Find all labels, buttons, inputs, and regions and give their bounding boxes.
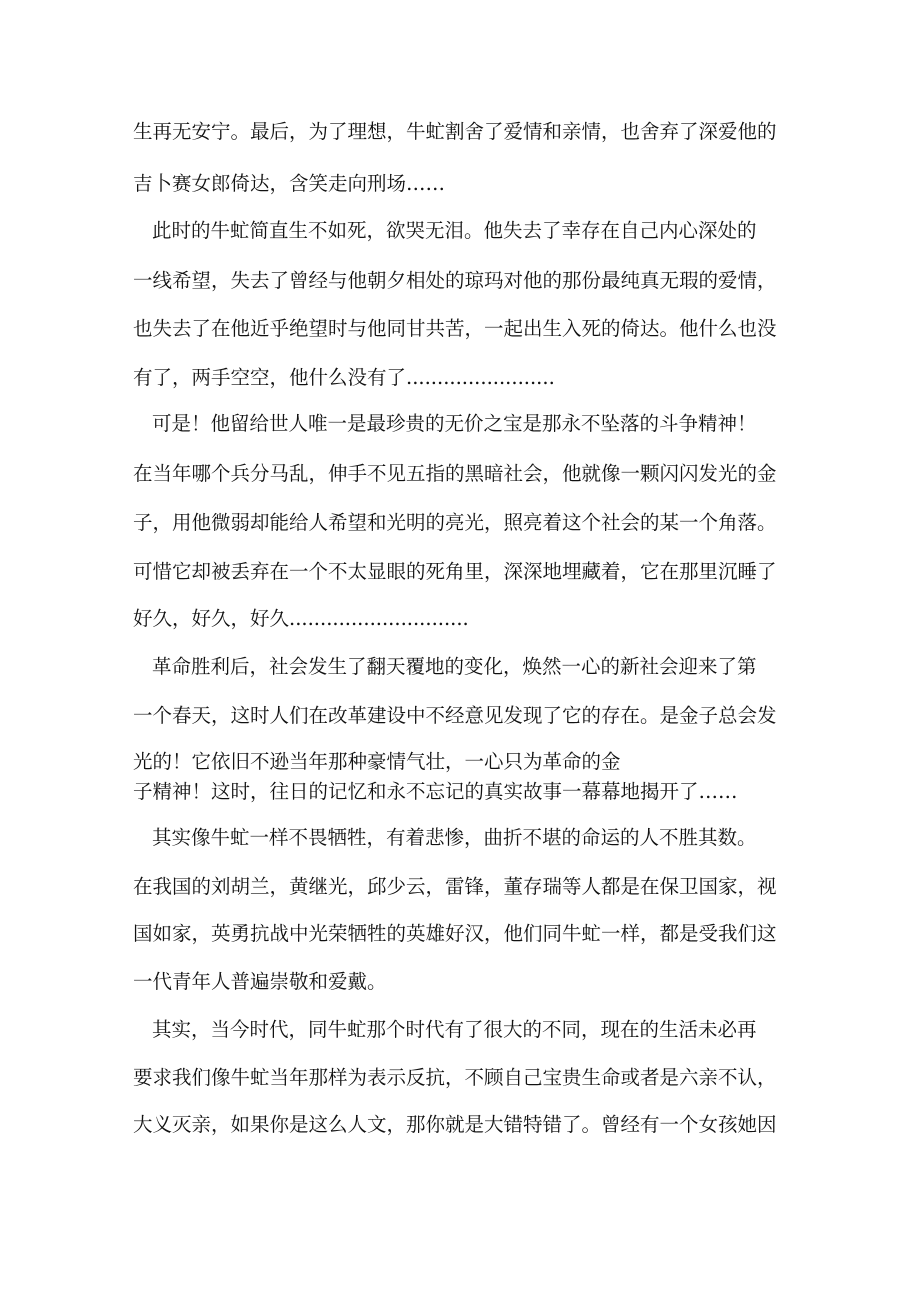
- text-line: 一代青年人普遍崇敬和爱戴。: [133, 970, 387, 993]
- text-line: 子精神！这时，往日的记忆和永不忘记的真实故事一幕幕地揭开了……: [133, 780, 738, 803]
- paragraph-start: 可是！他留给世人唯一是最珍贵的无价之宝是那永不坠落的斗争精神！: [152, 412, 757, 435]
- text-line: 在我国的刘胡兰，黄继光，邱少云，雷锋，董存瑞等人都是在保卫国家，视: [133, 875, 777, 898]
- text-line: 一个春天，这时人们在改革建设中不经意见发现了它的存在。是金子总会发: [133, 704, 777, 727]
- text-line: 子，用他微弱却能给人希望和光明的亮光，照亮着这个社会的某一个角落。: [133, 511, 777, 534]
- text-line: 也失去了在他近乎绝望时与他同甘共苦，一起出生入死的倚达。他什么也没: [133, 317, 777, 340]
- paragraph-start: 其实像牛虻一样不畏牺牲，有着悲惨，曲折不堪的命运的人不胜其数。: [152, 826, 757, 849]
- paragraph-start: 革命胜利后，社会发生了翻天覆地的变化，焕然一心的新社会迎来了第: [152, 655, 757, 678]
- text-line: 有了，两手空空，他什么没有了........................: [133, 366, 555, 389]
- text-line: 大义灭亲，如果你是这么人文，那你就是大错特错了。曾经有一个女孩她因: [133, 1113, 777, 1136]
- text-line: 生再无安宁。最后，为了理想，牛虻割舍了爱情和亲情，也舍弃了深爱他的: [133, 120, 777, 143]
- text-line: 吉卜赛女郎倚达，含笑走向刑场……: [133, 172, 446, 195]
- text-line: 可惜它却被丢弃在一个不太显眼的死角里，深深地埋藏着，它在那里沉睡了: [133, 560, 777, 583]
- text-line: 国如家，英勇抗战中光荣牺牲的英雄好汉，他们同牛虻一样，都是受我们这: [133, 922, 777, 945]
- text-line: 一线希望，失去了曾经与他朝夕相处的琼玛对他的那份最纯真无瑕的爱情，: [133, 269, 777, 292]
- text-line: 要求我们像牛虻当年那样为表示反抗，不顾自己宝贵生命或者是六亲不认，: [133, 1066, 777, 1089]
- paragraph-start: 此时的牛虻简直生不如死，欲哭无泪。他失去了幸存在自己内心深处的: [152, 219, 757, 242]
- paragraph-start: 其实，当今时代，同牛虻那个时代有了很大的不同，现在的生活未必再: [152, 1018, 757, 1041]
- text-line: 好久，好久，好久.............................: [133, 607, 469, 630]
- text-line: 光的！它依旧不逊当年那种豪情气壮，一心只为革命的金: [133, 750, 621, 773]
- text-line: 在当年哪个兵分马乱，伸手不见五指的黑暗社会，他就像一颗闪闪发光的金: [133, 462, 777, 485]
